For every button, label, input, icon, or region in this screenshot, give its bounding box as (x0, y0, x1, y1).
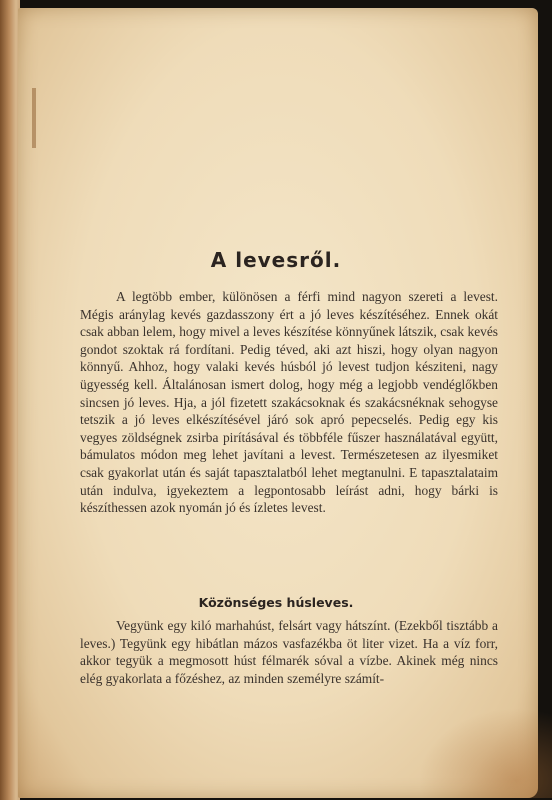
recipe-heading: Közönséges húsleves. (198, 595, 354, 610)
book-spine-edge (0, 0, 20, 800)
recipe-paragraph: Vegyünk egy kiló marhahúst, felsárt vagy hátszínt. (Ezekből tisztább a leves.) Tegyünk egy hibátlan mázos vasfazékba öt liter vizet. Ha a víz forr, akkor tegyük a megmosott húst félmarék sóval a vízbe. Akinek még nincs elég gyakorlata a főzéshez, az minden személyre számít- (80, 618, 498, 686)
binding-mark (32, 88, 36, 148)
paper-stain (418, 708, 552, 798)
chapter-title: A levesről. (210, 248, 342, 272)
intro-paragraph: A legtöbb ember, különösen a férfi mind nagyon szereti a levest. Mégis aránylag kevés gazdasszony ért a jó leves készítéséhez. Ennek okát csak abban lelem, hogy mivel a leves készítése könnyűnek látszik, csak kevés gondot szoktak rá fordítani. Pedig téved, aki azt hiszi, hogy olyan nagyon könnyű. Ahhoz, hogy valaki kevés húsból jó levest tudjon késziteni, nagy ügyesség kell. Általánosan ismert dolog, hogy még a legjobb vendéglőkben sincsen jó leves. Hja, a jól fizetett szakácsoknak és szakácsnéknak sehogyse tetszik a jó leves elkészítésével járó sok apró pepecselés. Pedig egy kis vegyes zöldségnek zsirba pirításával és többféle fűszer használatával együtt, bámulatos módon meg lehet javítani a levest. Természetesen az ilyesmiket csak gyakorlat után és saját tapasztalatból lehet megtanulni. E tapasztalataim után indulva, igyekeztem a legpontosabb leírást adni, hogy bárki is készíthessen azok nyomán jó és ízletes levest. (80, 289, 498, 516)
